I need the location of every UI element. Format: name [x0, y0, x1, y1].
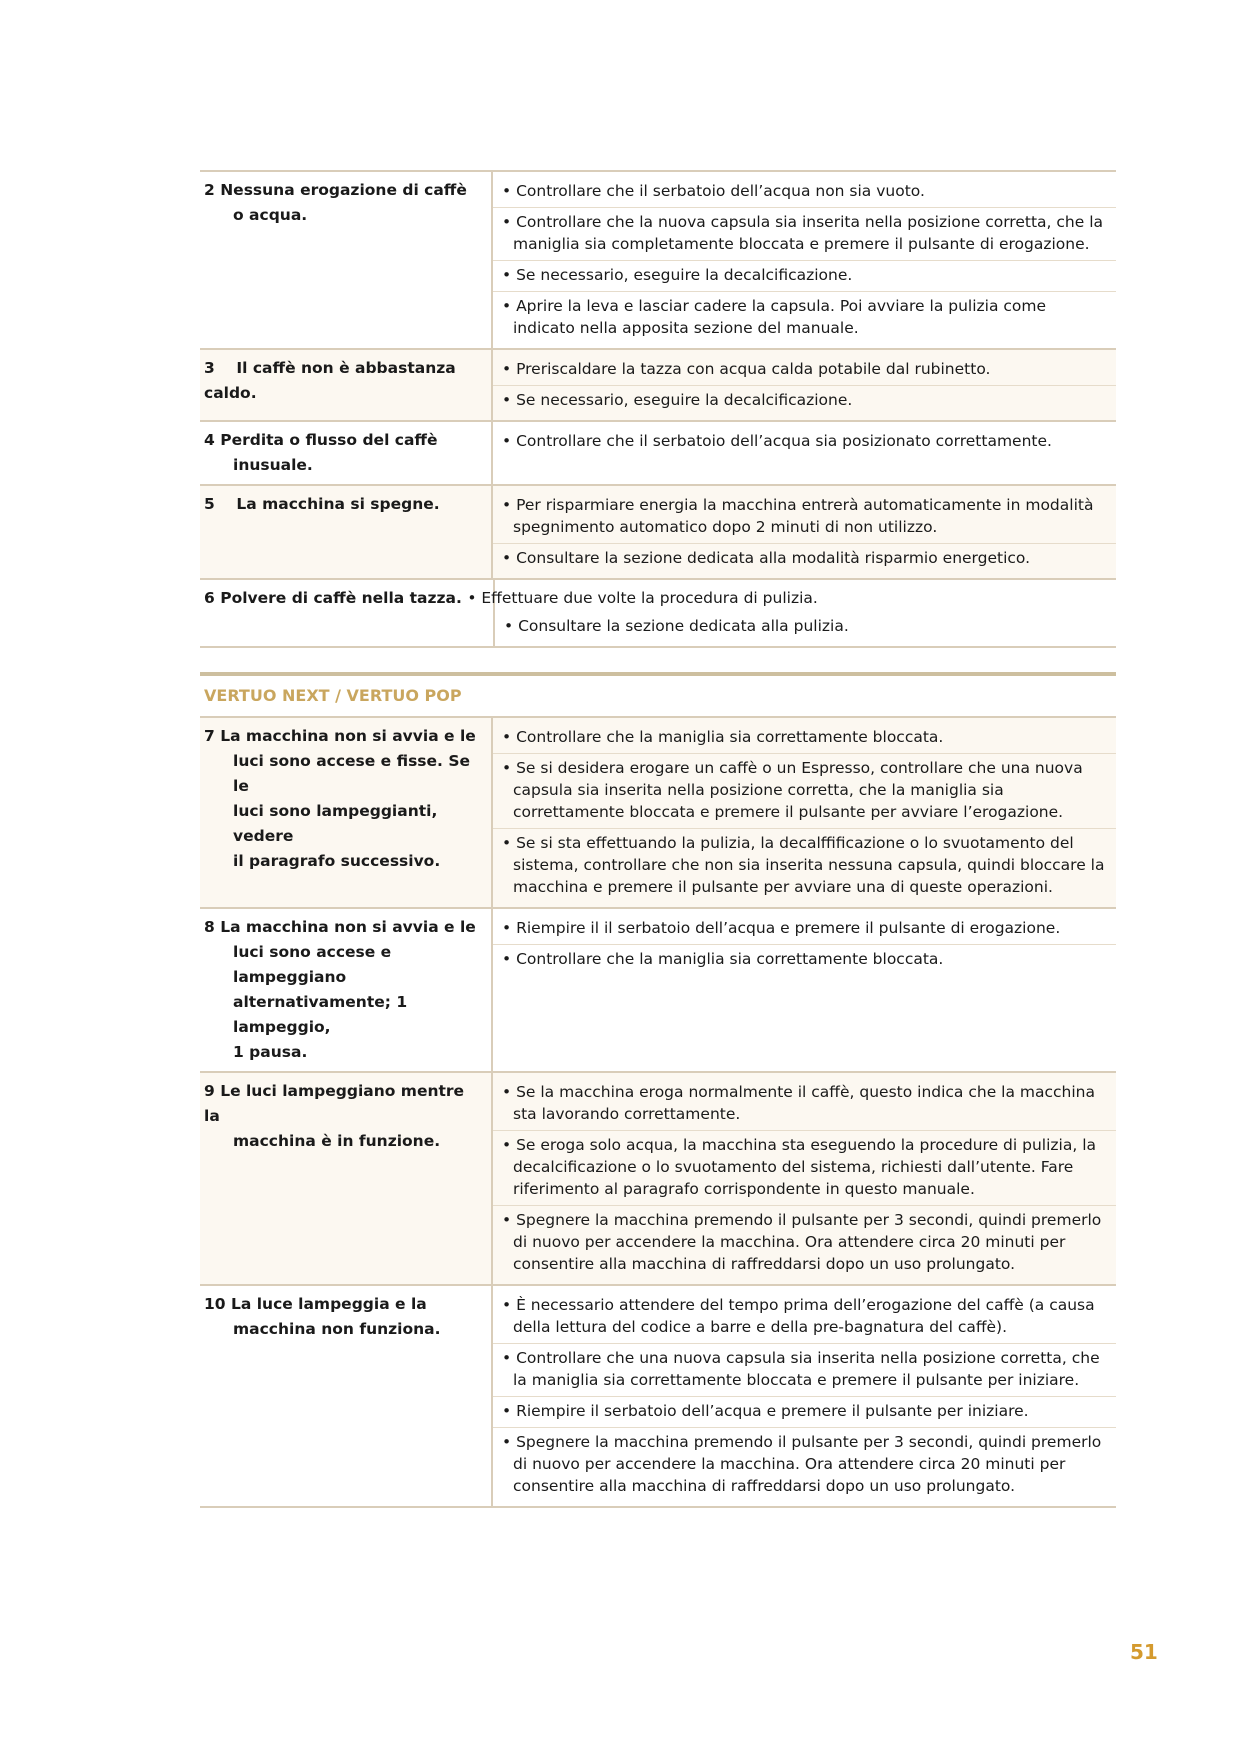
table-row — [200, 1071, 1116, 1284]
problem-number: 6 — [204, 589, 215, 607]
problem-number: 3 — [204, 359, 215, 377]
problem-cell — [200, 350, 493, 420]
problem-text: Le luci lampeggiano mentre la — [204, 1082, 465, 1125]
solution-bullet: • Se la macchina eroga normalmente il caffè, questo indica che la macchina sta lavorando correttamente. — [502, 1083, 1095, 1123]
solution-cell — [493, 718, 1116, 907]
table-row — [200, 484, 1116, 578]
solution-bullet: • Consultare la sezione dedicata alla modalità risparmio energetico. — [493, 543, 1116, 574]
problem-text: Nessuna erogazione di caffè — [220, 181, 467, 199]
problem-text-cont: 1 pausa. — [233, 1043, 308, 1061]
table-row — [200, 420, 1116, 484]
problem-text: Il caffè non è abbastanza caldo. — [204, 359, 456, 402]
table-row — [200, 578, 1116, 648]
problem-text-cont: alternativamente; 1 lampeggio, — [233, 993, 408, 1036]
problem-text-cont: il paragrafo successivo. — [233, 852, 441, 870]
solution-cell — [493, 1286, 1116, 1506]
solution-bullet: • Riempire il il serbatoio dell’acqua e premere il pulsante di erogazione. — [502, 919, 1061, 937]
solution-cell — [493, 909, 1116, 1071]
problem-text-cont: o acqua. — [233, 206, 308, 224]
solution-bullet: • Consultare la sezione dedicata alla pulizia. — [504, 617, 849, 635]
problem-number: 5 — [204, 495, 215, 513]
solution-cell — [493, 1073, 1116, 1284]
problem-text: Polvere di caffè nella tazza. — [220, 589, 462, 607]
table-row — [200, 718, 1116, 907]
problem-number: 7 — [204, 727, 215, 745]
problem-cell — [200, 1073, 493, 1284]
section-title: VERTUO NEXT / VERTUO POP — [200, 672, 1116, 718]
problem-cell — [200, 422, 493, 484]
problem-text: La macchina non si avvia e le — [220, 727, 476, 745]
solution-bullet: • Aprire la leva e lasciar cadere la capsula. Poi avviare la pulizia come indicato nella apposita sezione del manuale. — [493, 291, 1116, 344]
solution-bullet: • Spegnere la macchina premendo il pulsante per 3 secondi, quindi premerlo di nuovo per accendere la macchina. Ora attendere circa 20 minuti per consentire alla macchina di raffreddarsi dopo un uso prolungato. — [493, 1427, 1116, 1502]
problem-number: 4 — [204, 431, 215, 449]
solution-bullet: • Controllare che la maniglia sia correttamente bloccata. — [502, 728, 944, 746]
table-row — [200, 907, 1116, 1071]
problem-text: La macchina si spegne. — [236, 495, 440, 513]
solution-bullet: • Controllare che una nuova capsula sia inserita nella posizione corretta, che la maniglia sia correttamente bloccata e premere il pulsante per iniziare. — [493, 1343, 1116, 1396]
problem-text: La macchina non si avvia e le — [220, 918, 476, 936]
solution-cell — [493, 350, 1116, 420]
solution-cell — [493, 172, 1116, 348]
solution-bullet: • Riempire il serbatoio dell’acqua e premere il pulsante per iniziare. — [493, 1396, 1116, 1427]
table-row — [200, 170, 1116, 348]
solution-bullet: • Controllare che il serbatoio dell’acqua non sia vuoto. — [502, 182, 925, 200]
problem-number: 8 — [204, 918, 215, 936]
solution-bullet: • Se necessario, eseguire la decalcificazione. — [493, 385, 1116, 416]
problem-text: Perdita o flusso del caffè — [220, 431, 438, 449]
solution-inline: • Effettuare due volte la procedura di pulizia. — [467, 589, 818, 607]
solution-bullet: • È necessario attendere del tempo prima dell’erogazione del caffè (a causa della lettura del codice a barre e della pre-bagnatura del caffè). — [502, 1296, 1095, 1336]
solution-bullet: • Se necessario, eseguire la decalcificazione. — [493, 260, 1116, 291]
table-row — [200, 1284, 1116, 1508]
problem-number: 2 — [204, 181, 215, 199]
problem-text-cont: inusuale. — [233, 456, 313, 474]
table-row — [200, 348, 1116, 420]
solution-bullet: • Controllare che il serbatoio dell’acqua sia posizionato correttamente. — [502, 432, 1052, 450]
solution-bullet: • Controllare che la nuova capsula sia inserita nella posizione corretta, che la maniglia sia completamente bloccata e premere il pulsante di erogazione. — [493, 207, 1116, 260]
solution-bullet: • Spegnere la macchina premendo il pulsante per 3 secondi, quindi premerlo di nuovo per accendere la macchina. Ora attendere circa 20 minuti per consentire alla macchina di raffreddarsi dopo un uso prolungato. — [493, 1205, 1116, 1280]
solution-bullet: • Per risparmiare energia la macchina entrerà automaticamente in modalità spegnimento automatico dopo 2 minuti di non utilizzo. — [502, 496, 1094, 536]
troubleshooting-table — [200, 170, 1116, 1508]
problem-cell — [200, 172, 493, 348]
problem-number: 9 — [204, 1082, 215, 1100]
solution-cell — [493, 422, 1116, 484]
solution-cell — [493, 486, 1116, 578]
problem-text-cont: luci sono accese e fisse. Se le — [233, 752, 471, 795]
problem-cell — [200, 1286, 493, 1506]
problem-text-cont: macchina non funziona. — [233, 1320, 441, 1338]
problem-number: 10 — [204, 1295, 226, 1313]
solution-bullet: • Se eroga solo acqua, la macchina sta eseguendo la procedure di pulizia, la decalcificazione o lo svuotamento del sistema, richiesti dall’utente. Fare riferimento al paragrafo corrispondente in questo manuale. — [493, 1130, 1116, 1205]
problem-text: La luce lampeggia e la — [230, 1295, 427, 1313]
solution-bullet: • Se si desidera erogare un caffè o un Espresso, controllare che una nuova capsula sia inserita nella posizione corretta, che la maniglia sia correttamente bloccata e premere il pulsante per avviare l’erogazione. — [493, 753, 1116, 828]
problem-text-cont: luci sono accese e lampeggiano — [233, 943, 392, 986]
problem-text-cont: macchina è in funzione. — [233, 1132, 441, 1150]
solution-bullet: • Preriscaldare la tazza con acqua calda potabile dal rubinetto. — [502, 360, 991, 378]
page-number: 51 — [1130, 1640, 1158, 1664]
problem-cell — [200, 909, 493, 1071]
problem-cell — [200, 486, 493, 578]
solution-bullet: • Se si sta effettuando la pulizia, la decalffificazione o lo svuotamento del sistema, controllare che non sia inserita nessuna capsula, quindi bloccare la macchina e premere il pulsante per avviare una di queste operazioni. — [493, 828, 1116, 903]
problem-cell — [200, 718, 493, 907]
solution-bullet: • Controllare che la maniglia sia correttamente bloccata. — [493, 944, 1116, 975]
problem-text-cont: luci sono lampeggianti, vedere — [233, 802, 438, 845]
